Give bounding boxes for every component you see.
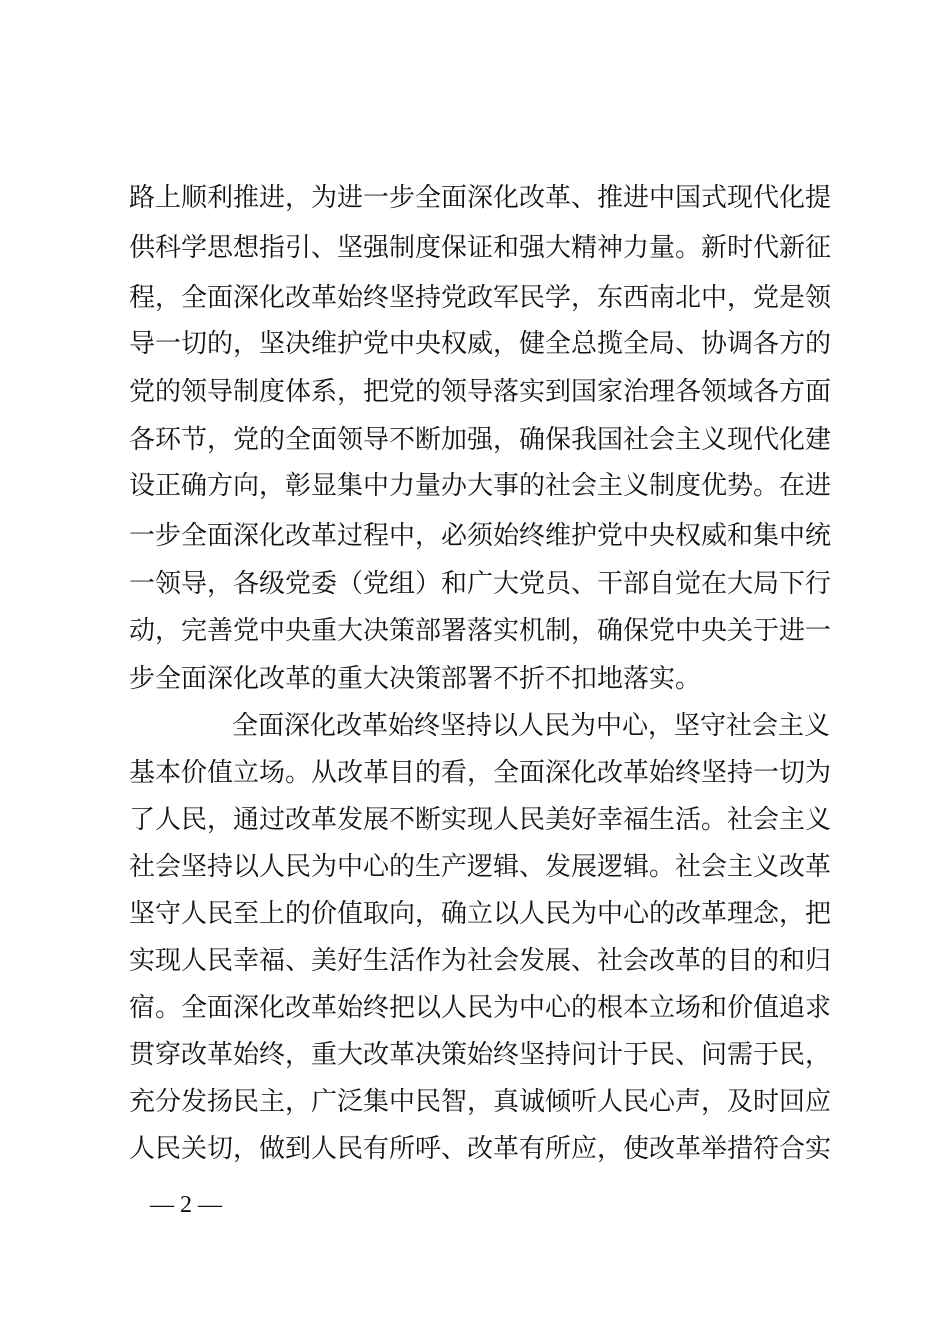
paragraph-1-line: 各环节，党的全面领导不断加强，确保我国社会主义现代化建 bbox=[129, 425, 832, 455]
paragraph-1-line: 党的领导制度体系，把党的领导落实到国家治理各领域各方面 bbox=[129, 377, 832, 407]
paragraph-2-line: 全面深化改革始终坚持以人民为中心，坚守社会主义 bbox=[232, 711, 831, 741]
paragraph-2-line: 宿。全面深化改革始终把以人民为中心的根本立场和价值追求 bbox=[129, 993, 832, 1023]
paragraph-2-line: 贯穿改革始终，重大改革决策始终坚持问计于民、问需于民， bbox=[129, 1040, 832, 1070]
paragraph-2-line: 了人民，通过改革发展不断实现人民美好幸福生活。社会主义 bbox=[129, 805, 832, 835]
paragraph-1-line: 设正确方向，彰显集中力量办大事的社会主义制度优势。在进 bbox=[129, 471, 832, 501]
paragraph-2-line: 坚守人民至上的价值取向，确立以人民为中心的改革理念，把 bbox=[129, 899, 832, 929]
paragraph-2-line: 社会坚持以人民为中心的生产逻辑、发展逻辑。社会主义改革 bbox=[129, 852, 832, 882]
paragraph-1-line: 导一切的，坚决维护党中央权威，健全总揽全局、协调各方的 bbox=[129, 329, 832, 359]
paragraph-2-line: 实现人民幸福、美好生活作为社会发展、社会改革的目的和归 bbox=[129, 946, 832, 976]
paragraph-1-line: 步全面深化改革的重大决策部署不折不扣地落实。 bbox=[129, 664, 702, 694]
paragraph-1-line: 路上顺利推进，为进一步全面深化改革、推进中国式现代化提 bbox=[129, 183, 832, 213]
page-number: — 2 — bbox=[150, 1192, 222, 1218]
paragraph-2-line: 充分发扬民主，广泛集中民智，真诚倾听人民心声，及时回应 bbox=[129, 1087, 832, 1117]
paragraph-1-line: 程，全面深化改革始终坚持党政军民学，东西南北中，党是领 bbox=[129, 283, 832, 313]
paragraph-2-line: 人民关切，做到人民有所呼、改革有所应，使改革举措符合实 bbox=[129, 1134, 832, 1164]
paragraph-1-line: 动，完善党中央重大决策部署落实机制，确保党中央关于进一 bbox=[129, 616, 832, 646]
paragraph-1-line: 一领导，各级党委（党组）和广大党员、干部自觉在大局下行 bbox=[129, 569, 832, 599]
paragraph-1-line: 供科学思想指引、坚强制度保证和强大精神力量。新时代新征 bbox=[129, 233, 832, 263]
paragraph-2-line: 基本价值立场。从改革目的看，全面深化改革始终坚持一切为 bbox=[129, 758, 832, 788]
paragraph-1-line: 一步全面深化改革过程中，必须始终维护党中央权威和集中统 bbox=[129, 521, 832, 551]
